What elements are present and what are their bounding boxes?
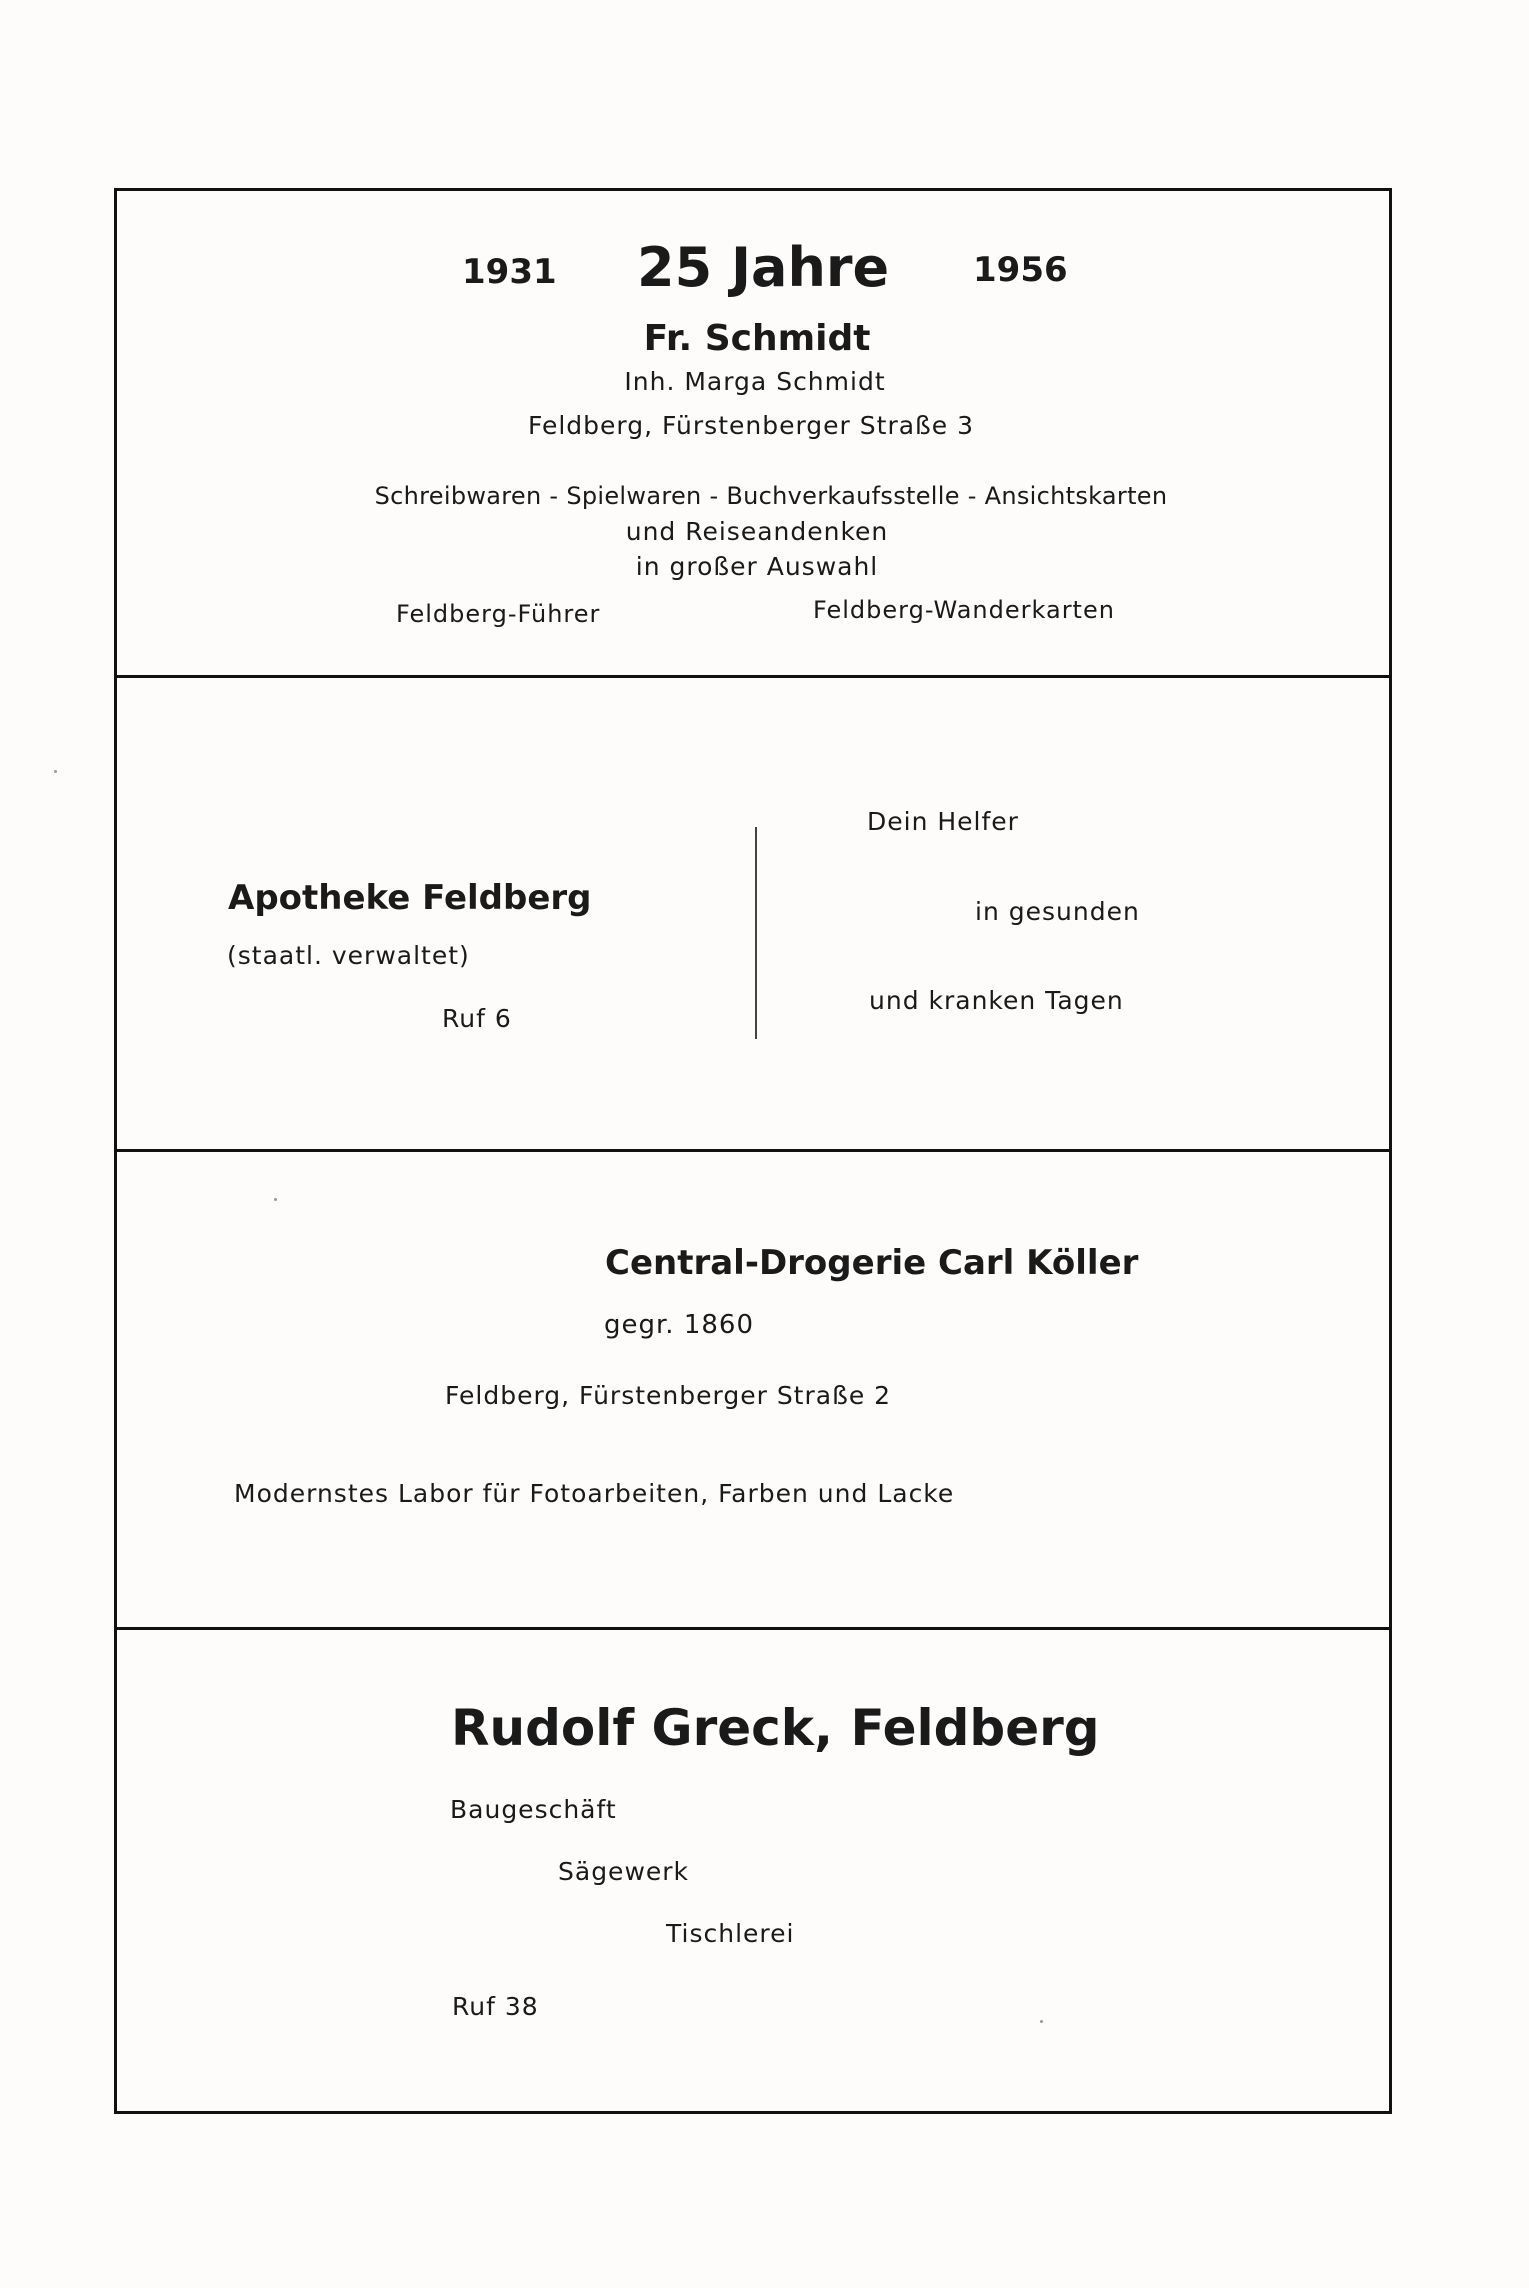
builder-name: Rudolf Greck, Feldberg (451, 1699, 1100, 1757)
slogan-line-1: Dein Helfer (867, 807, 1019, 836)
owner-line: Inh. Marga Schmidt (624, 367, 886, 396)
products-line-3: in großer Auswahl (635, 552, 879, 581)
divider-3 (117, 1627, 1389, 1630)
pharmacy-phone: Ruf 6 (442, 1004, 512, 1033)
advertisement-page-frame (114, 188, 1392, 2114)
year-end: 1956 (973, 250, 1068, 290)
guide-item: Feldberg-Führer (396, 600, 601, 628)
anniversary-headline: 25 Jahre (637, 236, 890, 299)
service-construction: Baugeschäft (450, 1795, 617, 1824)
drugstore-name: Central-Drogerie Carl Köller (605, 1243, 1139, 1283)
paper-speck (1040, 2020, 1043, 2023)
products-line-1: Schreibwaren - Spielwaren - Buchverkaufsstelle - Ansichtskarten (374, 482, 1168, 510)
year-start: 1931 (462, 252, 557, 292)
paper-speck (274, 1198, 277, 1201)
paper-speck (54, 770, 57, 773)
pharmacy-status: (staatl. verwaltet) (227, 941, 470, 970)
pharmacy-name: Apotheke Feldberg (228, 878, 592, 918)
slogan-line-3: und kranken Tagen (869, 986, 1124, 1015)
service-sawmill: Sägewerk (558, 1857, 690, 1886)
map-item: Feldberg-Wanderkarten (813, 596, 1115, 624)
column-separator (755, 827, 757, 1039)
divider-1 (117, 675, 1389, 678)
address-line: Feldberg, Fürstenberger Straße 3 (527, 411, 975, 440)
slogan-line-2: in gesunden (975, 897, 1140, 926)
company-name: Fr. Schmidt (643, 318, 871, 359)
products-line-2: und Reiseandenken (625, 517, 889, 546)
service-carpentry: Tischlerei (666, 1919, 795, 1948)
drugstore-address: Feldberg, Fürstenberger Straße 2 (445, 1381, 892, 1410)
founded-line: gegr. 1860 (604, 1310, 755, 1340)
drugstore-services: Modernstes Labor für Fotoarbeiten, Farben und Lacke (234, 1479, 955, 1508)
builder-phone: Ruf 38 (452, 1992, 539, 2021)
divider-2 (117, 1149, 1389, 1152)
